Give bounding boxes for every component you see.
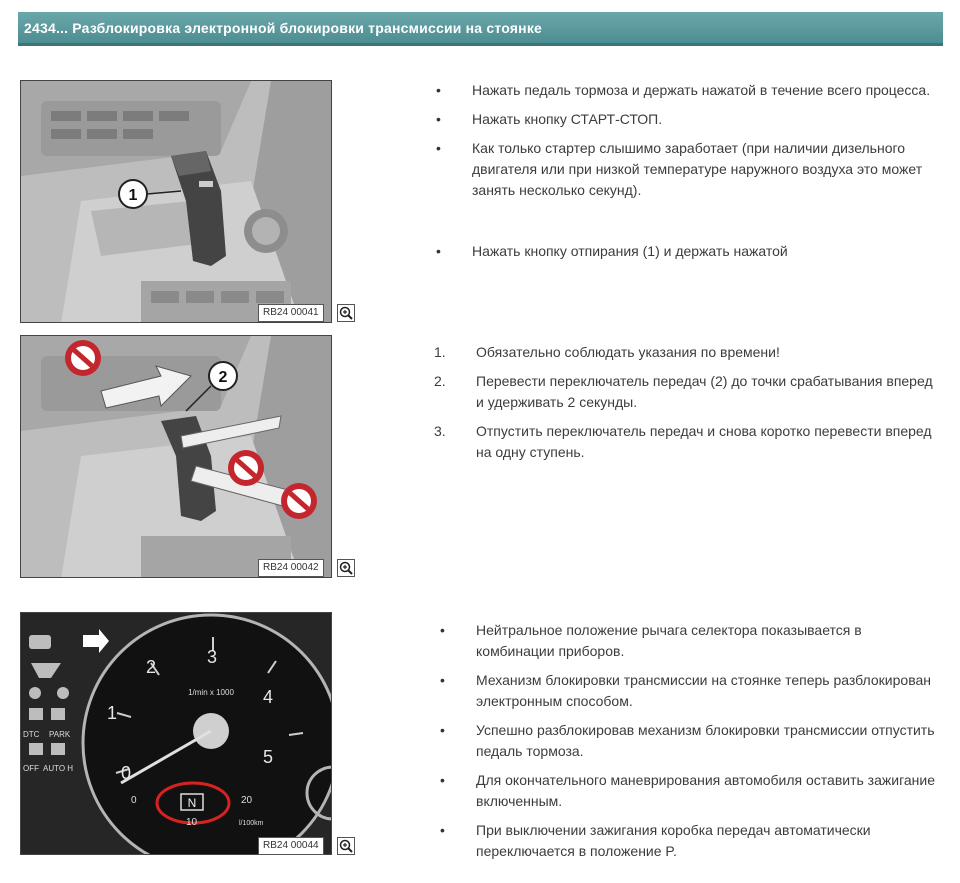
figure-shifter-button <box>20 80 332 323</box>
gauge-number: 3 <box>207 647 218 667</box>
gear-indicator: N <box>187 796 197 810</box>
cluster-illustration <box>21 613 332 855</box>
list-item: • Нейтральное положение рычага селектора показывается в комбинации приборов. <box>440 620 938 662</box>
prohibited-icon <box>65 340 101 376</box>
section-header <box>18 12 943 46</box>
figure-tag: RB24 00041 <box>258 304 324 322</box>
shifter-forward-illustration <box>21 336 332 578</box>
section-title: 2434... Разблокировка электронной блокировки трансмиссии на стоянке <box>24 20 543 36</box>
prohibited-icon <box>281 483 317 519</box>
gauge-number: 5 <box>263 747 274 767</box>
list-item: 3. Отпустить переключатель передач и снова коротко перевести вперед на одну ступень. <box>434 423 932 460</box>
figure-tag: RB24 00042 <box>258 559 324 577</box>
list-item: • Нажать кнопку СТАРТ-СТОП. <box>436 109 936 130</box>
side-label: AUTO H <box>43 764 74 773</box>
gauge-number: 0 <box>121 763 132 783</box>
list-item: • Нажать педаль тормоза и держать нажатой в течение всего процесса. <box>436 80 936 101</box>
instructions-list-3 <box>440 620 938 870</box>
scale-unit: l/100km <box>239 820 264 827</box>
side-label: OFF <box>23 764 39 773</box>
prohibited-icon <box>228 450 264 486</box>
scale-label: 20 <box>241 795 253 806</box>
gauge-number: 4 <box>263 687 274 707</box>
shifter-illustration <box>21 81 332 323</box>
instructions-list-2 <box>434 342 940 471</box>
figure-tag: RB24 00044 <box>258 837 324 855</box>
figure-instrument-cluster <box>20 612 332 855</box>
gauge-number: 2 <box>146 657 157 677</box>
figure-shifter-forward <box>20 335 332 578</box>
instructions-list-1 <box>436 80 936 270</box>
list-item: • Для окончательного маневрирования автомобиля оставить зажигание включенным. <box>440 770 938 812</box>
list-item: 2. Перевести переключатель передач (2) до точки срабатывания вперед и удерживать 2 секунды. <box>434 373 933 410</box>
list-item: • Успешно разблокировав механизм блокировки трансмиссии отпустить педаль тормоза. <box>440 720 938 762</box>
list-item: 1. Обязательно соблюдать указания по времени! <box>434 344 780 360</box>
list-item: • Нажать кнопку отпирания (1) и держать нажатой <box>436 241 936 262</box>
gauge-number: 1 <box>107 703 118 723</box>
list-item: • При выключении зажигания коробка передач автоматически переключается в положение P. <box>440 820 938 862</box>
scale-label: 0 <box>131 795 137 806</box>
gauge-unit: 1/min x 1000 <box>188 688 234 697</box>
list-item: • Механизм блокировки трансмиссии на стоянке теперь разблокирован электронным способом. <box>440 670 938 712</box>
side-label: DTC <box>23 730 40 739</box>
scale-label: 10 <box>186 817 198 828</box>
list-item: • Как только стартер слышимо заработает (при наличии дизельного двигателя или при низкой температуре наружного воздуха это может занять несколько секунд). <box>436 138 936 201</box>
callout-label: 1 <box>128 187 138 204</box>
zoom-in-icon[interactable] <box>337 304 355 322</box>
side-label: PARK <box>49 730 71 739</box>
zoom-in-icon[interactable] <box>337 559 355 577</box>
callout-label: 2 <box>218 369 228 386</box>
zoom-in-icon[interactable] <box>337 837 355 855</box>
